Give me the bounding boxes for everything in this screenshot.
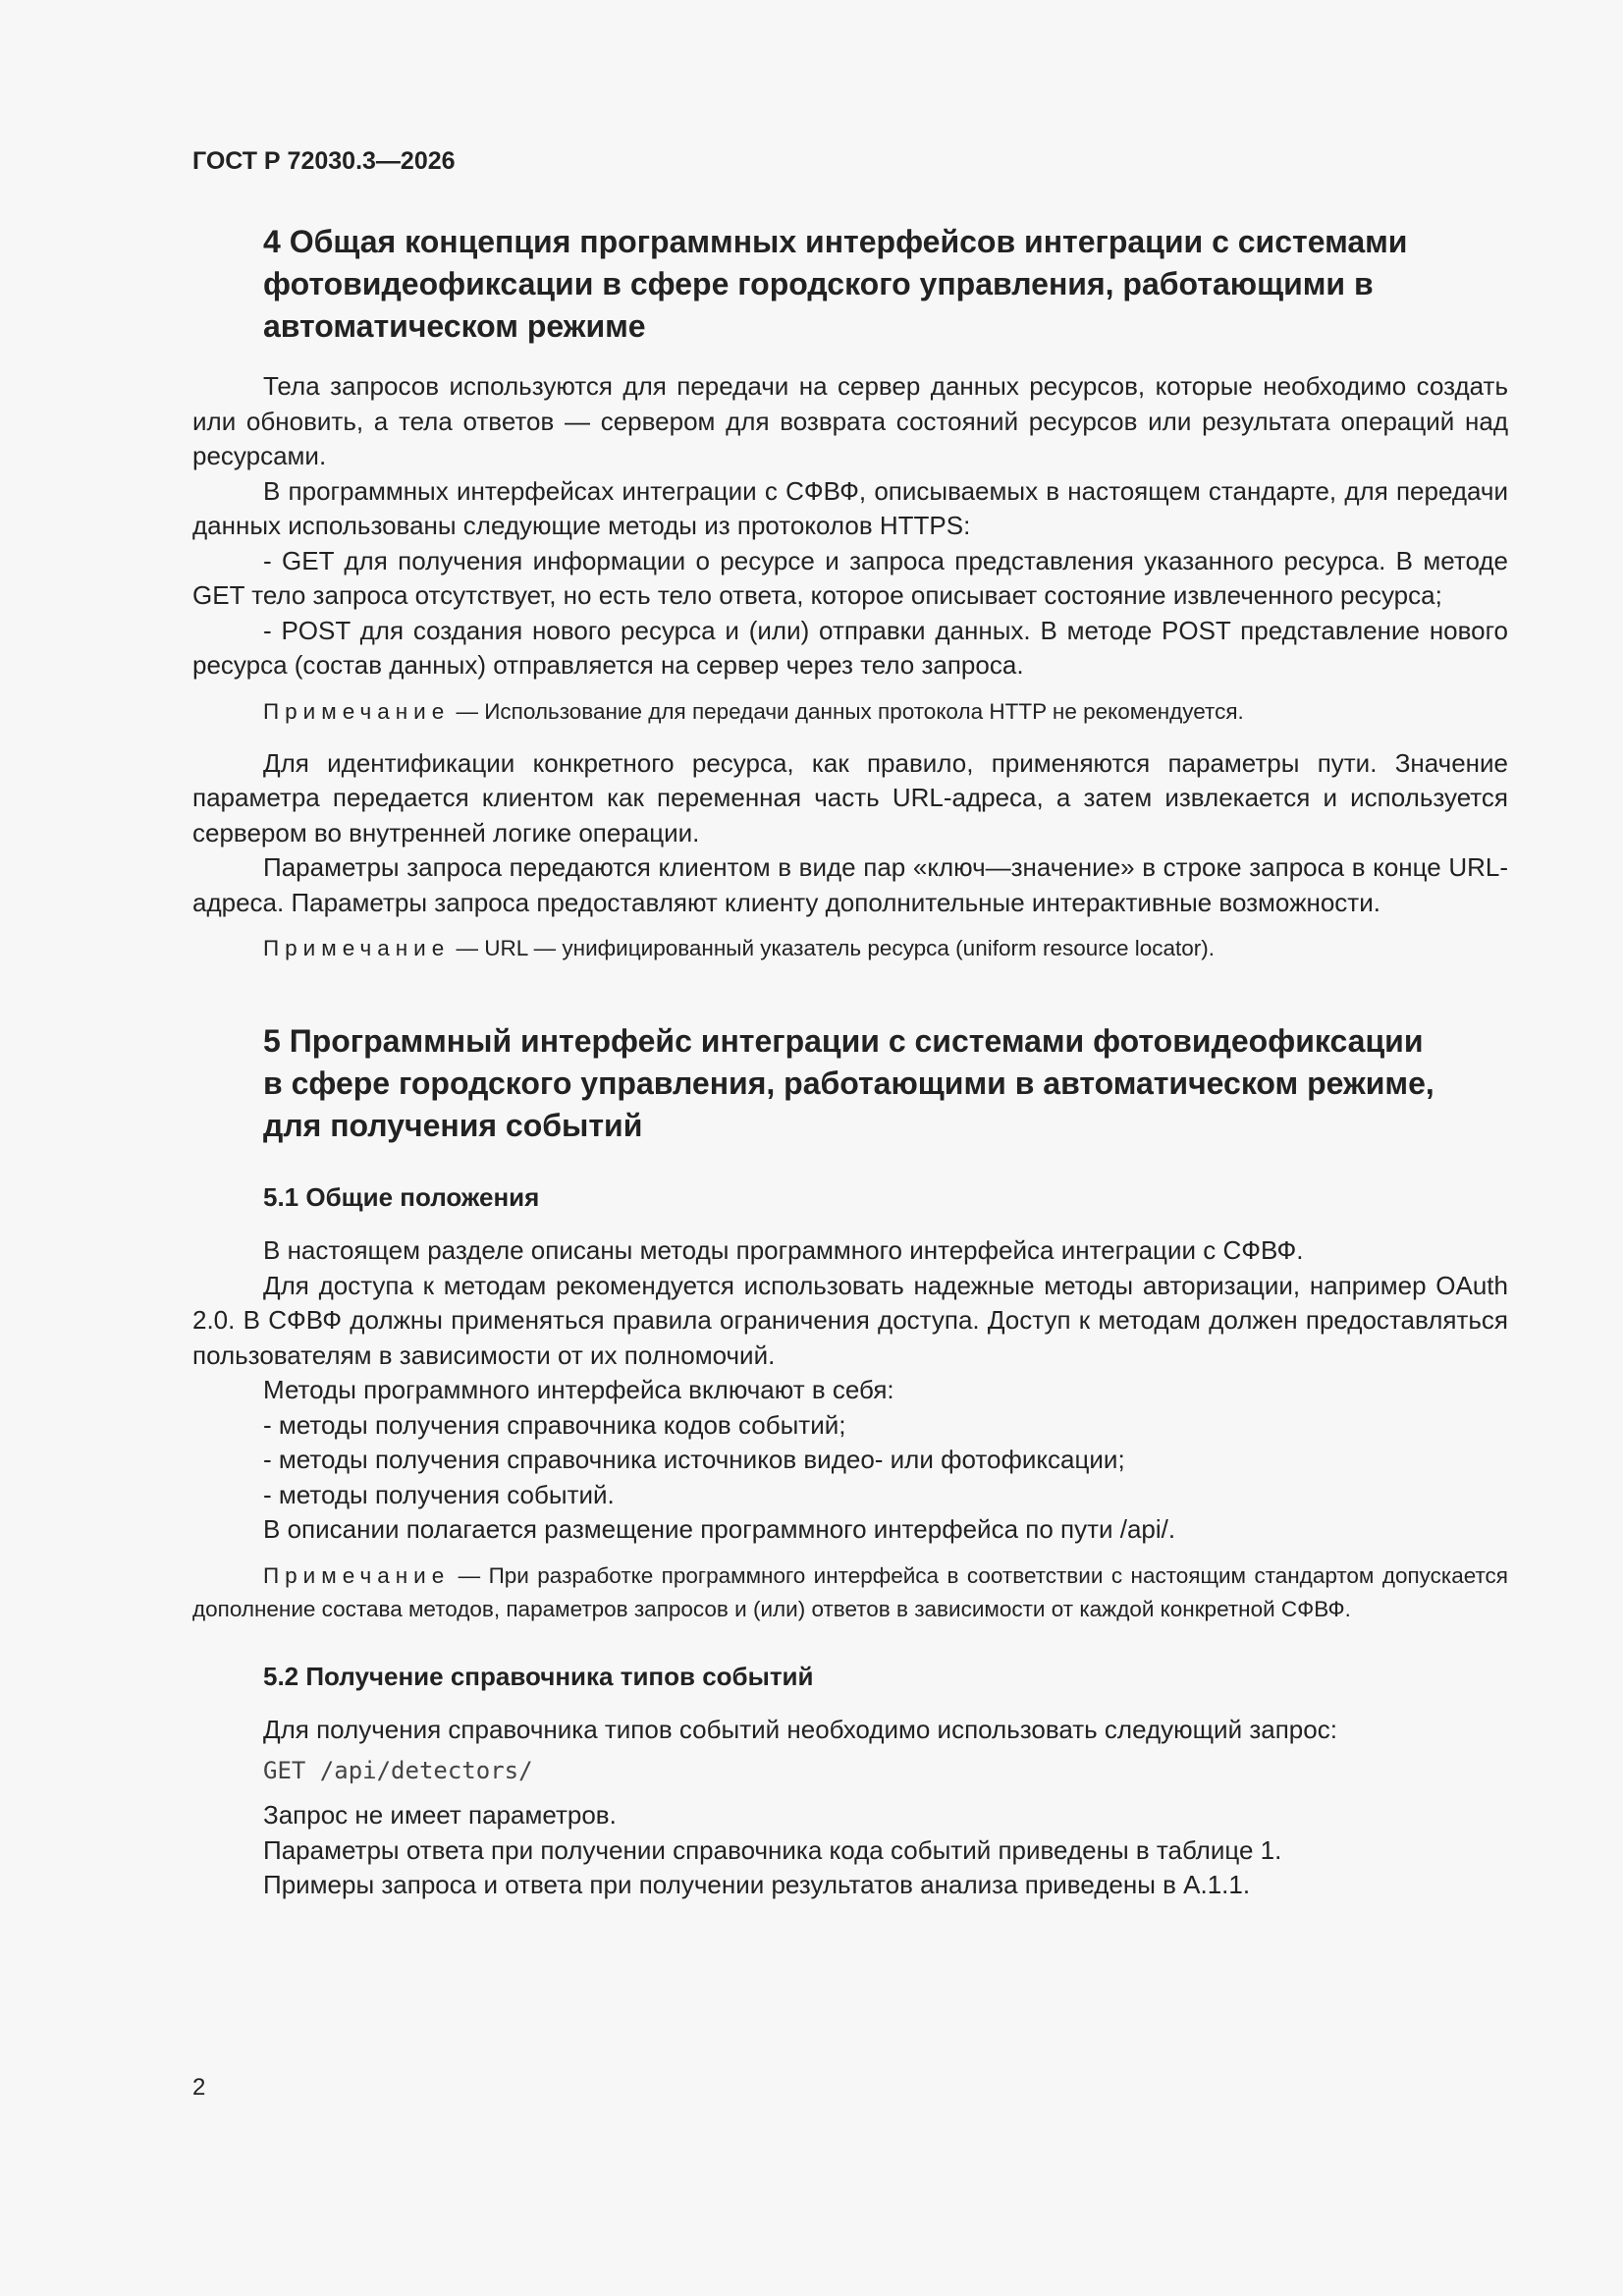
page-content xyxy=(192,221,1508,1903)
list-item: - методы получения справочника источников видео- или фотофиксации; xyxy=(263,1445,1125,1474)
paragraph: Для получения справочника типов событий необходимо использовать следующий запрос: xyxy=(263,1714,1337,1744)
note xyxy=(192,695,1508,729)
note-label: Примечание xyxy=(263,698,451,724)
note-label: Примечание xyxy=(263,1562,451,1588)
note-text: — URL — унифицированный указатель ресурса (uniform resource locator). xyxy=(450,936,1216,960)
paragraph: В описании полагается размещение программного интерфейса по пути /api/. xyxy=(263,1514,1176,1544)
note xyxy=(192,932,1508,965)
section-4-title: 4 Общая концепция программных интерфейсов интеграции с системами фотовидеофиксации в сфере городского управления, работающими в автоматическом режиме xyxy=(263,224,1408,344)
note-text: — При разработке программного интерфейса в соответствии с настоящим стандартом допускается дополнение состава методов, параметров запросов и (или) ответов в зависимости от каждой конкретной СФВФ. xyxy=(192,1562,1508,1621)
paragraph: В настоящем разделе описаны методы программного интерфейса интеграции с СФВФ. xyxy=(263,1235,1304,1265)
subsection-5-2-title: 5.2 Получение справочника типов событий xyxy=(263,1661,814,1691)
section-5-title: 5 Программный интерфейс интеграции с системами фотовидеофиксации в сфере городского управления, работающими в автоматическом режиме, для получения событий xyxy=(263,1023,1434,1143)
paragraph: Параметры ответа при получении справочника кода событий приведены в таблице 1. xyxy=(263,1834,1282,1865)
paragraph: Примеры запроса и ответа при получении результатов анализа приведены в А.1.1. xyxy=(263,1870,1251,1899)
note xyxy=(192,1559,1508,1626)
paragraph: Запрос не имеет параметров. xyxy=(263,1800,617,1830)
paragraph: Параметры запроса передаются клиентом в виде пар «ключ—значение» в строке запроса в конце URL-адреса. Параметры запроса предоставляют клиенту дополнительные интерактивные возможности. xyxy=(192,852,1508,917)
subsection-5-1-title: 5.1 Общие положения xyxy=(263,1182,540,1212)
paragraph: Для идентификации конкретного ресурса, как правило, применяются параметры пути. Значение параметра передается клиентом как переменная часть URL-адреса, а затем извлекается и используется сервером во внутренней логике операции. xyxy=(192,747,1508,847)
page-number: 2 xyxy=(192,2074,206,2101)
paragraph: Методы программного интерфейса включают в себя: xyxy=(263,1375,894,1404)
paragraph: Тела запросов используются для передачи на сервер данных ресурсов, которые необходимо создать или обновить, а тела ответов — сервером для возврата состояний ресурсов или результата операций над ресурсами. xyxy=(192,371,1508,470)
paragraph: - POST для создания нового ресурса и (или) отправки данных. В методе POST представление нового ресурса (состав данных) отправляется на сервер через тело запроса. xyxy=(192,615,1508,680)
paragraph: - GET для получения информации о ресурсе и запроса представления указанного ресурса. В методе GET тело запроса отсутствует, но есть тело ответа, которое описывает состояние извлеченного ресурса; xyxy=(192,545,1508,610)
paragraph: В программных интерфейсах интеграции с СФВФ, описываемых в настоящем стандарте, для передачи данных использованы следующие методы из протоколов HTTPS: xyxy=(192,475,1508,540)
note-label: Примечание xyxy=(263,936,451,960)
paragraph: Для доступа к методам рекомендуется использовать надежные методы авторизации, например OAuth 2.0. В СФВФ должны применяться правила ограничения доступа. Доступ к методам должен предоставляться пользователям в зависимости от их полномочий. xyxy=(192,1270,1508,1370)
standard-header: ГОСТ Р 72030.3—2026 xyxy=(192,147,456,175)
list-item: - методы получения событий. xyxy=(263,1479,615,1509)
note-text: — Использование для передачи данных протокола HTTP не рекомендуется. xyxy=(450,698,1244,724)
code-snippet: GET /api/detectors/ xyxy=(263,1757,533,1784)
list-item: - методы получения справочника кодов событий; xyxy=(263,1409,846,1440)
